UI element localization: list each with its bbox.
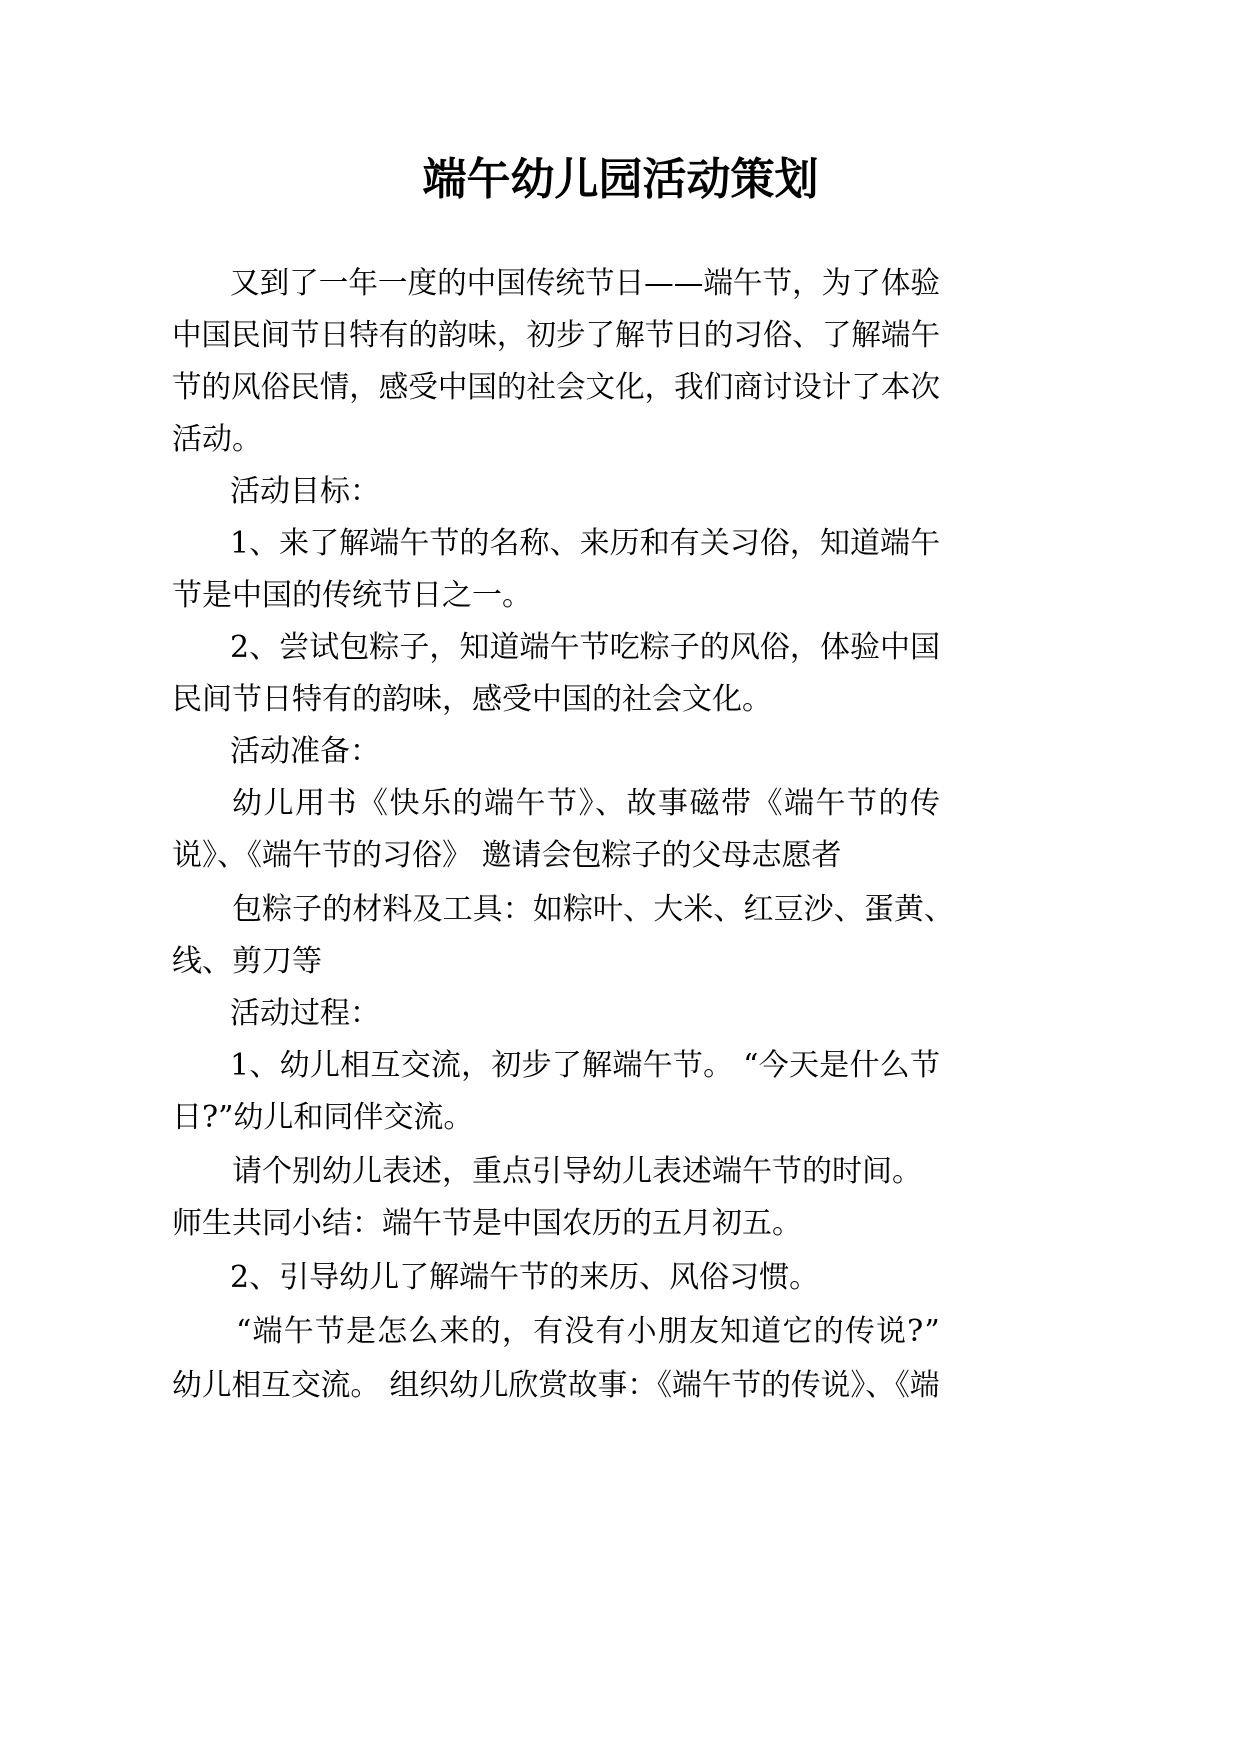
paragraph-line: 节的风俗民情，感受中国的社会文化，我们商讨设计了本次 [172,370,940,405]
section-heading: 活动准备： [230,734,380,769]
paragraph-line: 中国民间节日特有的韵味，初步了解节日的习俗、了解端午 [172,318,940,353]
paragraph-line: 又到了一年一度的中国传统节日——端午节，为了体验 [230,266,940,301]
paragraph-line: 1、来了解端午节的名称、来历和有关习俗，知道端午 [230,526,941,561]
paragraph-line: 说》、《端午节的习俗》 邀请会包粽子的父母志愿者 [172,838,842,873]
section-heading: 活动过程： [230,996,380,1031]
paragraph-line: 1、幼儿相互交流，初步了解端午节。 “今天是什么节 [230,1048,941,1083]
paragraph-line: 幼儿用书《快乐的端午节》、故事磁带《端午节的传 [232,786,942,821]
paragraph-line: 活动。 [172,422,262,457]
section-heading: 活动目标： [230,474,380,509]
paragraph-line: 线、剪刀等 [172,944,322,979]
document-title: 端午幼儿园活动策划 [422,154,819,205]
paragraph-line: 民间节日特有的韵味，感受中国的社会文化。 [172,682,772,717]
paragraph-line: “端午节是怎么来的，有没有小朋友知道它的传说?” [236,1314,941,1349]
paragraph-line: 节是中国的传统节日之一。 [172,578,532,613]
paragraph-line: 请个别幼儿表述，重点引导幼儿表述端午节的时间。 [232,1154,922,1189]
paragraph-line: 幼儿相互交流。 组织幼儿欣赏故事：《端午节的传说》、《端 [172,1368,940,1403]
paragraph-line: 包粽子的材料及工具：如粽叶、大米、红豆沙、蛋黄、 [232,892,955,927]
paragraph-line: 2、尝试包粽子，知道端午节吃粽子的风俗，体验中国 [230,630,941,665]
paragraph-line: 日?”幼儿和同伴交流。 [172,1100,474,1135]
paragraph-line: 2、引导幼儿了解端午节的来历、风俗习惯。 [230,1260,820,1295]
paragraph-line: 师生共同小结：端午节是中国农历的五月初五。 [172,1206,802,1241]
